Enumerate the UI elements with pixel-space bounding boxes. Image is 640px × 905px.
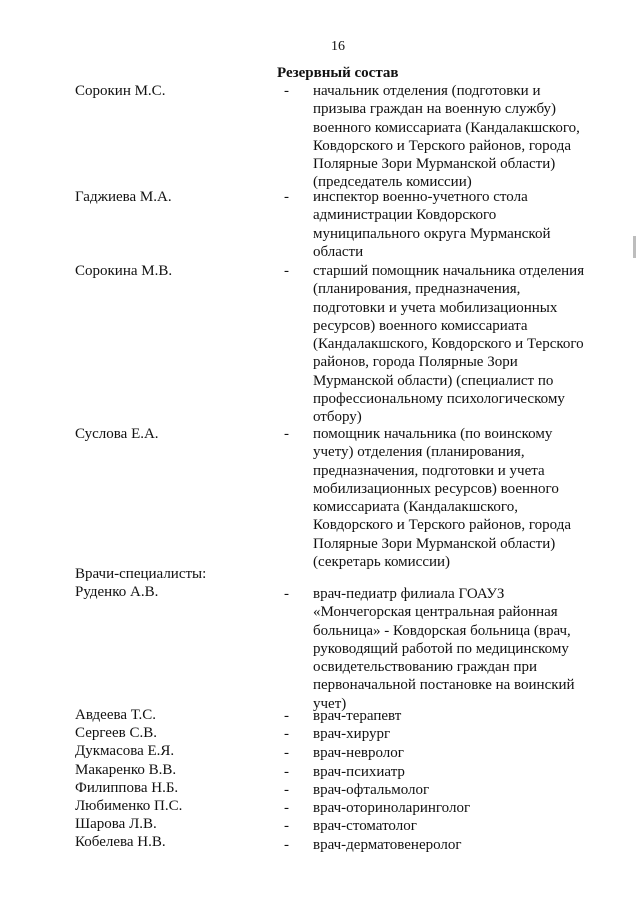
specialist-dash: - [284, 708, 289, 724]
specialists-label: Врачи-специалисты: [75, 566, 207, 582]
member-dash: - [284, 426, 289, 442]
specialist-name: Руденко А.В. [75, 584, 159, 600]
specialist-dash: - [284, 764, 289, 780]
specialist-name: Сергеев С.В. [75, 725, 157, 741]
specialist-dash: - [284, 837, 289, 853]
specialist-dash: - [284, 800, 289, 816]
specialist-role: врач-терапевт [313, 708, 402, 724]
specialist-role: врач-психиатр [313, 764, 405, 780]
section-heading: Резервный состав [277, 65, 399, 81]
member-role: помощник начальника (по воинскому учету) отделения (планирования, предназначения, подготовки и учета мобилизационных ресурсов) военного комиссариата (Кандалакшского, Ковдорского и Терского районов, города Полярные Зори Мурманской области) (секретарь комиссии) [313, 426, 571, 571]
specialist-role: врач-хирург [313, 726, 391, 742]
member-name: Гаджиева М.А. [75, 189, 172, 205]
specialist-role: врач-педиатр филиала ГОАУЗ «Мончегорская центральная районная больница» - Ковдорская больница (врач, руководящий работой по медицинскому освидетельствованию граждан при первоначальной постановке на воинский учет) [313, 586, 575, 712]
specialist-name: Любименко П.С. [75, 798, 183, 814]
specialist-name: Филиппова Н.Б. [75, 780, 179, 796]
specialist-name: Авдеева Т.С. [75, 707, 156, 723]
specialist-role: врач-невролог [313, 745, 404, 761]
specialist-dash: - [284, 782, 289, 798]
specialist-dash: - [284, 726, 289, 742]
specialist-role: врач-дерматовенеролог [313, 837, 462, 853]
member-name: Сорокина М.В. [75, 263, 173, 279]
member-dash: - [284, 83, 289, 99]
specialist-dash: - [284, 586, 289, 602]
member-role: старший помощник начальника отделения (планирования, предназначения, подготовки и учета мобилизационных ресурсов) военного комиссариата (Кандалакшского, Ковдорского и Терского районов, города Полярные Зори Мурманской области) (специалист по профессиональному психологическому отбору) [313, 263, 585, 426]
specialist-dash: - [284, 818, 289, 834]
member-name: Сорокин М.С. [75, 83, 166, 99]
specialist-name: Шарова Л.В. [75, 816, 157, 832]
specialist-role: врач-оториноларинголог [313, 800, 471, 816]
specialist-name: Кобелева Н.В. [75, 834, 166, 850]
member-role: начальник отделения (подготовки и призыва граждан на военную службу) военного комиссариата (Кандалакшского, Ковдорского и Терского районов, города Полярные Зори Мурманской области) (председатель комиссии) [313, 83, 580, 191]
scan-edge-mark [633, 236, 636, 258]
member-dash: - [284, 189, 289, 205]
specialist-dash: - [284, 745, 289, 761]
member-dash: - [284, 263, 289, 279]
specialist-name: Дукмасова Е.Я. [75, 743, 175, 759]
member-role: инспектор военно-учетного стола администрации Ковдорского муниципального округа Мурманской области [313, 189, 551, 260]
specialist-role: врач-стоматолог [313, 818, 417, 834]
specialist-name: Макаренко В.В. [75, 762, 177, 778]
page-number: 16 [331, 39, 345, 54]
specialist-role: врач-офтальмолог [313, 782, 430, 798]
member-name: Суслова Е.А. [75, 426, 159, 442]
